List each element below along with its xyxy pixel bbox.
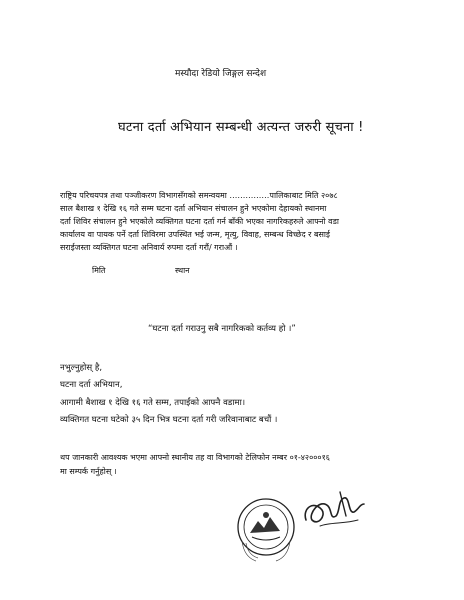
place-label: स्थान (175, 266, 190, 275)
paragraph-line: कार्यालय वा पायक पर्ने दर्ता शिविरमा उपस्थित भई जन्म, मृत्यु, विवाह, सम्बन्ध विच्छेद र बसाई (60, 230, 330, 239)
footer-line: थप जानकारी आवश्यक भएमा आफ्नो स्थानीय तह वा विभागको टेलिफोन नम्बर ०१-४२०००१६ (60, 453, 330, 462)
list-line: आगामी बैशाख १ देखि १६ गते सम्म, तपाईंको आफ्नै वडामा। (60, 398, 246, 408)
top-label: मस्यौदा रेडियो जिङ्गल सन्देश (175, 69, 267, 79)
slogan-quote: “घटना दर्ता गराउनु सबै नागरिकको कर्तव्य हो ।” (148, 324, 296, 334)
paragraph-line: साल बैशाख १ देखि १६ गते सम्म घटना दर्ता अभियान संचालन हुने भएकोमा देहायको स्थानमा (60, 204, 327, 213)
government-seal-icon (234, 495, 298, 567)
list-line: नभुल्नुहोस् है, (60, 363, 103, 373)
paragraph-line: दर्ता शिविर संचालन हुने भएकोले व्यक्तिगत घटना दर्ता गर्न बाँकी भएका नागरिकहरुले आफ्नो वडा (60, 217, 339, 226)
date-label: मिति (92, 266, 106, 275)
list-line: घटना दर्ता अभियान, (60, 380, 123, 390)
footer-line: मा सम्पर्क गर्नुहोस् । (60, 467, 117, 476)
list-line: व्यक्तिगत घटना घटेको ३५ दिन भित्र घटना दर्ता गरी जरिवानाबाट बचौं । (60, 415, 278, 425)
paragraph-line: सराईजस्ता व्यक्तिगत घटना अनिवार्य रुपमा दर्ता गरौं/ गराऔं । (60, 243, 238, 252)
paragraph-line: राष्ट्रिय परिचयपत्र तथा पञ्जीकरण विभागसँगको समन्वयमा ……………पालिकाबाट मिति २०७८ (60, 191, 338, 200)
notice-title: घटना दर्ता अभियान सम्बन्धी अत्यन्त जरुरी सूचना ! (118, 120, 364, 135)
signature-icon (300, 486, 368, 534)
